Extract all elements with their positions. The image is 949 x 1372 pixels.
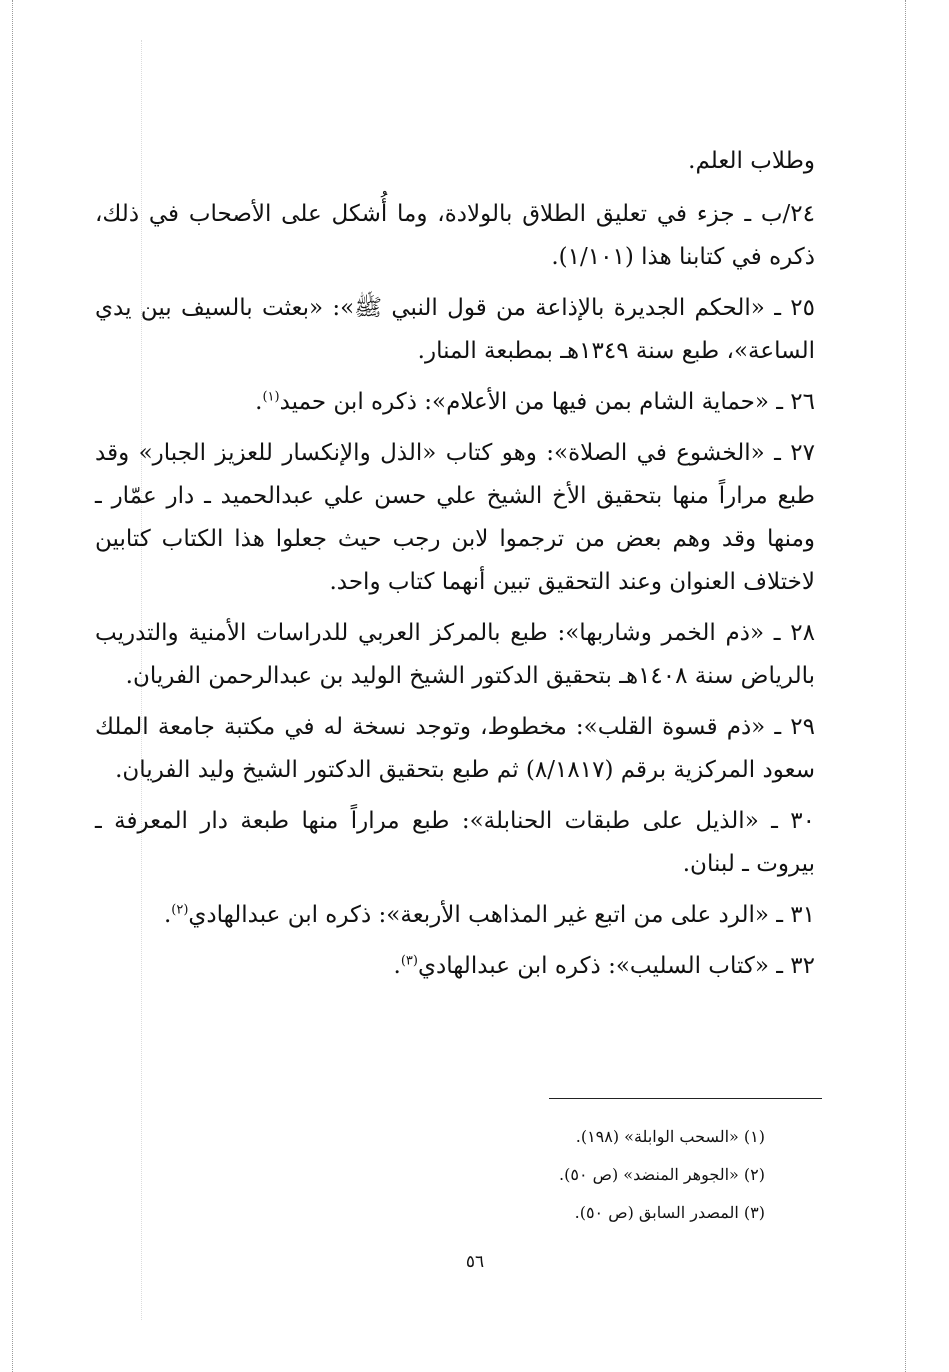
paragraph-26-tail: .	[255, 389, 263, 415]
footnote-divider	[549, 1098, 822, 1099]
paragraph-31	[95, 894, 815, 937]
paragraph-31-tail: .	[163, 902, 172, 928]
footnotes-section	[205, 1118, 765, 1232]
paragraph-32-tail: .	[393, 953, 401, 979]
paragraph-32	[95, 945, 815, 988]
footnote-1: (١) «السحب الوابلة» (١٩٨).	[575, 1127, 765, 1146]
footnote-ref-3: (٣)	[400, 953, 418, 969]
paragraph-intro: وطلاب العلم.	[688, 148, 815, 174]
paragraph-25: ٢٥ ـ «الحكم الجديرة بالإذاعة من قول النبي ﷺ»: «بعثت بالسيف بين يدي الساعة»، طبع سنة ١٣٤٩هـ بمطبعة المنار.	[95, 295, 815, 364]
paragraph-24b: ٢٤/ب ـ جزء في تعليق الطلاق بالولادة، وما أُشكل على الأصحاب في ذلك، ذكره في كتابنا هذا (١/١٠١).	[95, 201, 815, 270]
footnote-2: (٢) «الجوهر المنضد» (ص ٥٠).	[559, 1165, 765, 1184]
paragraph-26	[95, 381, 815, 424]
scan-margin-mark-right	[905, 0, 906, 1372]
paragraph-27: ٢٧ ـ «الخشوع في الصلاة»: وهو كتاب «الذل والإنكسار للعزيز الجبار» وقد طبع مراراً منها بتحقيق الأخ الشيخ علي حسن علي عبدالحميد ـ دار عمّار ـ ومنها وقد وهم بعض من ترجموا لابن رجب حيث جعلوا هذا الكتاب كتابين لاختلاف العنوان وعند التحقيق تبين أنهما كتاب واحد.	[95, 440, 815, 595]
footnote-3: (٣) المصدر السابق (ص ٥٠).	[574, 1203, 765, 1222]
paragraph-29: ٢٩ ـ «ذم قسوة القلب»: مخطوط، وتوجد نسخة له في مكتبة جامعة الملك سعود المركزية برقم (٨/١٨١٧) ثم طبع بتحقيق الدكتور الشيخ وليد الفريان.	[95, 714, 815, 783]
footnote-ref-1: (١)	[262, 389, 280, 405]
paragraph-28: ٢٨ ـ «ذم الخمر وشاربها»: طبع بالمركز العربي للدراسات الأمنية والتدريب بالرياض سنة ١٤٠٨هـ بتحقيق الدكتور الشيخ الوليد بن عبدالرحمن الفريان.	[95, 620, 815, 689]
paragraph-32-text: ٣٢ ـ «كتاب السليب»: ذكره ابن عبدالهادي	[417, 953, 815, 979]
paragraph-30: ٣٠ ـ «الذيل على طبقات الحنابلة»: طبع مراراً منها طبعة دار المعرفة ـ بيروت ـ لبنان.	[95, 808, 815, 877]
scan-margin-mark-left	[12, 0, 13, 1372]
paragraph-31-text: ٣١ ـ «الرد على من اتبع غير المذاهب الأربعة»: ذكره ابن عبدالهادي	[188, 902, 815, 928]
footnote-ref-2: (٢)	[171, 902, 189, 918]
paragraph-26-text: ٢٦ ـ «حماية الشام بمن فيها من الأعلام»: ذكره ابن حميد	[279, 389, 815, 415]
page-number: ٥٦	[465, 1252, 485, 1272]
main-text-body	[95, 140, 815, 996]
